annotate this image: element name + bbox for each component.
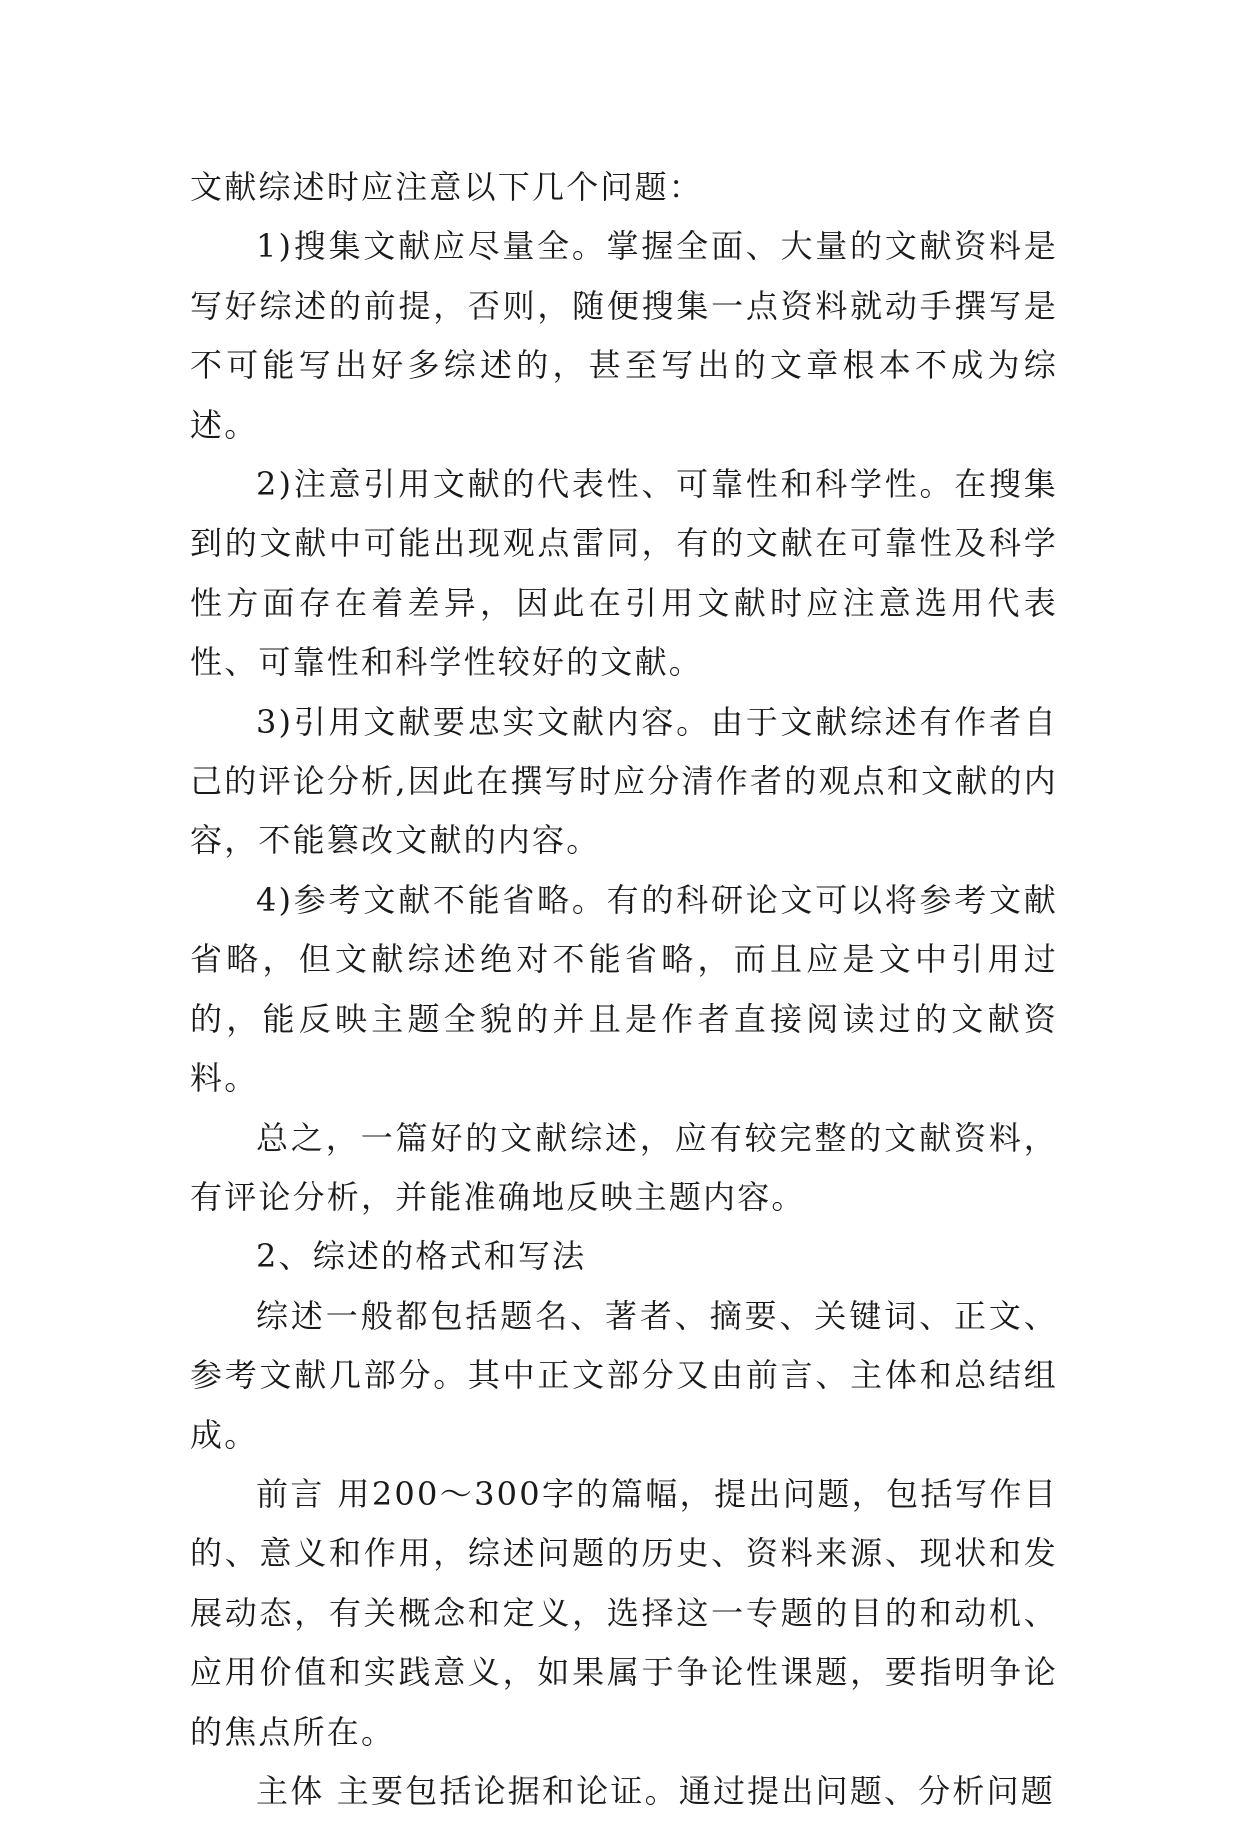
paragraph-body: 主体 主要包括论据和论证。通过提出问题、分析问题 <box>256 1771 1055 1810</box>
paragraph-point-1: 1)搜集文献应尽量全。掌握全面、大量的文献资料是写好综述的前提，否则，随便搜集一点资料就动手撰写是不可能写出好多综述的，甚至写出的文章根本不成为综述。 <box>190 227 1058 444</box>
paragraph-point-2: 2)注意引用文献的代表性、可靠性和科学性。在搜集到的文献中可能出现观点雷同，有的文献在可靠性及科学性方面存在着差异，因此在引用文献时应注意选用代表性、可靠性和科学性较好的文献。 <box>190 465 1058 682</box>
section-heading: 2、综述的格式和写法 <box>256 1237 587 1276</box>
paragraph-format-intro: 综述一般都包括题名、著者、摘要、关键词、正文、参考文献几部分。其中正文部分又由前言、主体和总结组成。 <box>190 1296 1058 1454</box>
paragraph-point-4: 4)参考文献不能省略。有的科研论文可以将参考文献省略，但文献综述绝对不能省略，而且应是文中引用过的，能反映主题全貌的并且是作者直接阅读过的文献资料。 <box>190 880 1058 1098</box>
paragraph-intro: 文献综述时应注意以下几个问题： <box>190 168 704 206</box>
document-body <box>190 158 1058 1821</box>
paragraph-preface: 前言 用200～300字的篇幅，提出问题，包括写作目的、意义和作用，综述问题的历史、资料来源、现状和发展动态，有关概念和定义，选择这一专题的目的和动机、应用价值和实践意义，如果属于争论性课题，要指明争论的焦点所在。 <box>190 1474 1058 1751</box>
paragraph-point-3: 3)引用文献要忠实文献内容。由于文献综述有作者自己的评论分析,因此在撰写时应分清作者的观点和文献的内容，不能篡改文献的内容。 <box>190 702 1058 860</box>
paragraph-summary: 总之，一篇好的文献综述，应有较完整的文献资料，有评论分析，并能准确地反映主题内容。 <box>190 1118 1058 1216</box>
